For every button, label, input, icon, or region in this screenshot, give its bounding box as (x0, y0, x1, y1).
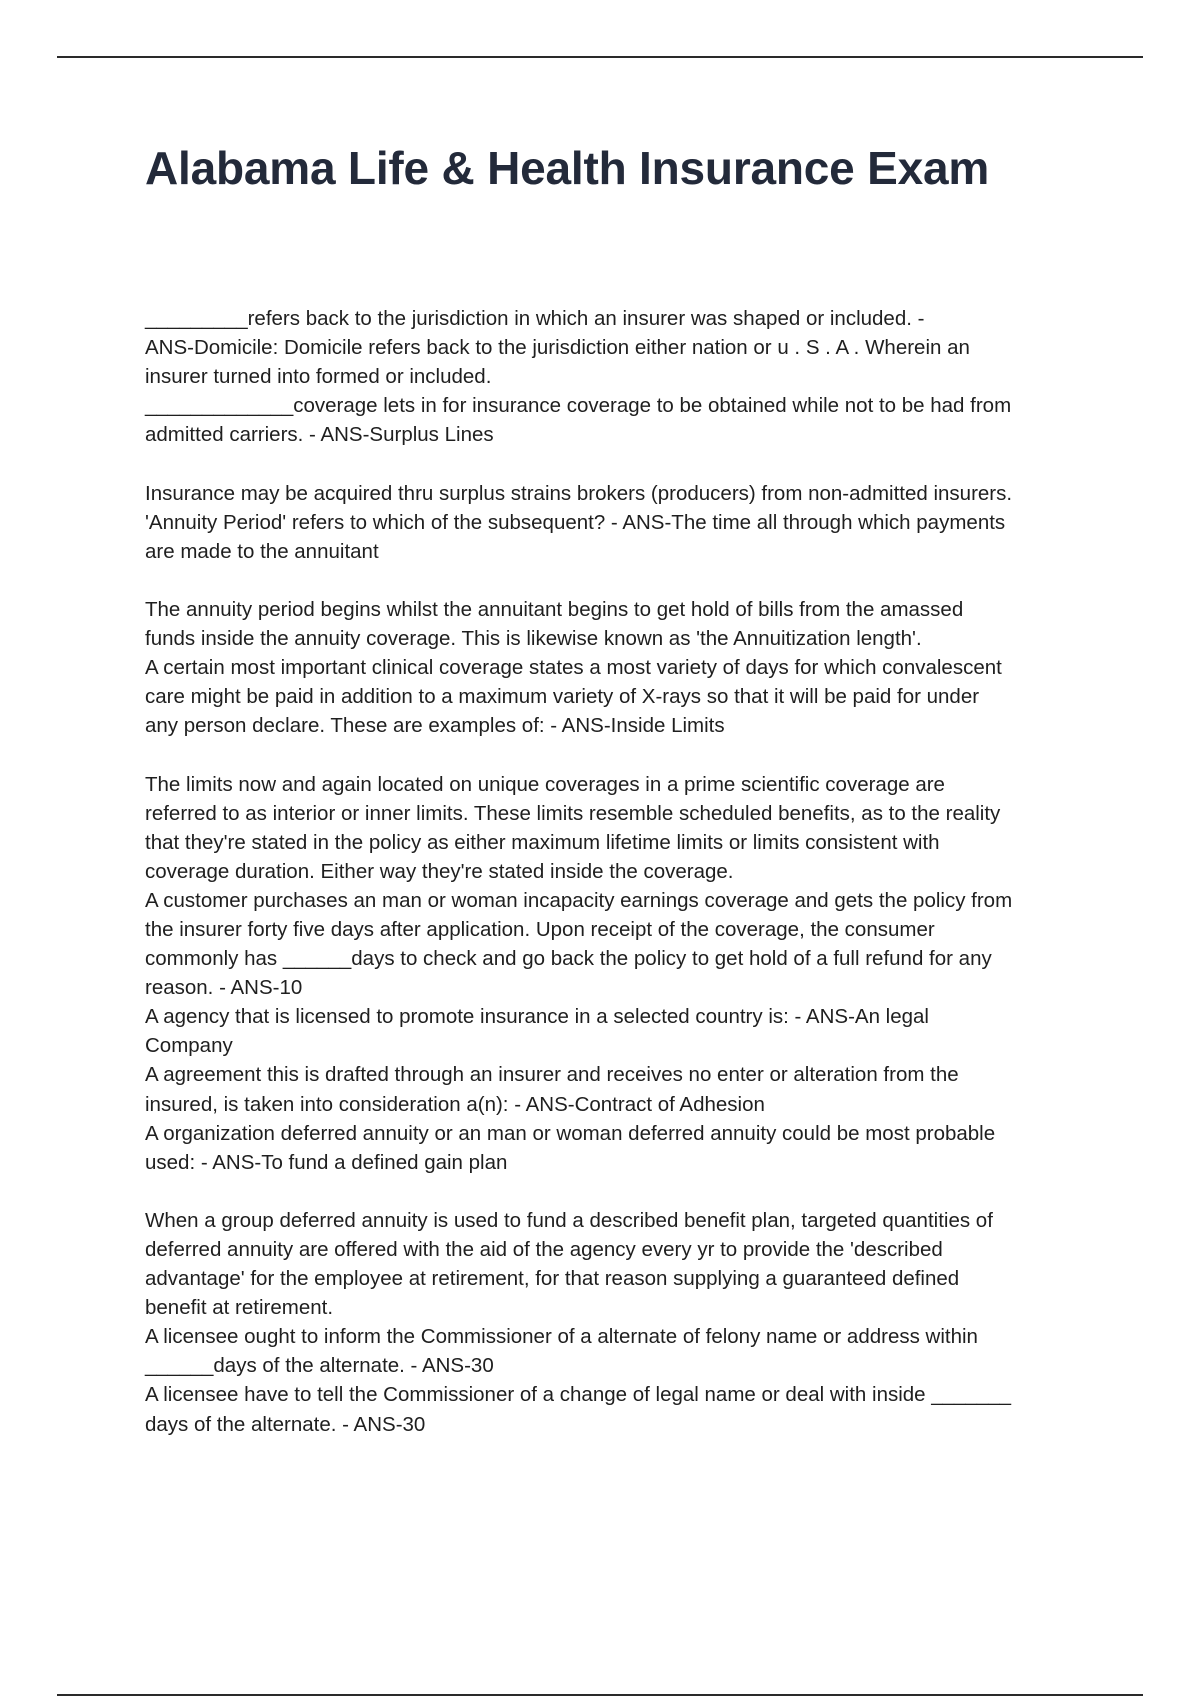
text-line: A licensee ought to inform the Commissioner of a alternate of felony name or address within (145, 1325, 978, 1349)
paragraph-gap (145, 740, 1095, 769)
paragraph-gap (145, 566, 1095, 595)
text-line: A certain most important clinical coverage states a most variety of days for which convalescent (145, 656, 1002, 680)
text-line: _____________coverage lets in for insurance coverage to be obtained while not to be had from (145, 394, 1012, 418)
text-line: A agreement this is drafted through an insurer and receives no enter or alteration from the (145, 1063, 959, 1087)
paragraph (145, 770, 1095, 1177)
text-line: The annuity period begins whilst the annuitant begins to get hold of bills from the amassed (145, 597, 964, 621)
text-line: any person declare. These are examples of: - ANS-Inside Limits (145, 714, 725, 738)
text-line: _________refers back to the jurisdiction in which an insurer was shaped or included. - (145, 307, 925, 330)
text-line: ANS-Domicile: Domicile refers back to the jurisdiction either nation or u . S . A . Wherein an (145, 336, 970, 360)
text-line: admitted carriers. - ANS-Surplus Lines (145, 423, 494, 447)
paragraph (145, 595, 1095, 740)
text-line: the insurer forty five days after application. Upon receipt of the coverage, the consumer (145, 917, 935, 941)
text-line: The limits now and again located on unique coverages in a prime scientific coverage are (145, 772, 945, 796)
text-line: A licensee have to tell the Commissioner of a change of legal name or deal with inside _______ (145, 1383, 1012, 1407)
text-line: 'Annuity Period' refers to which of the subsequent? - ANS-The time all through which payments (145, 510, 1006, 534)
text-line: insured, is taken into consideration a(n): - ANS-Contract of Adhesion (145, 1092, 765, 1116)
text-line: Company (145, 1034, 233, 1058)
text-line: A customer purchases an man or woman incapacity earnings coverage and gets the policy from (145, 888, 1013, 912)
paragraph-gap (145, 449, 1095, 478)
text-line: ______days of the alternate. - ANS-30 (145, 1354, 494, 1378)
paragraph (145, 1206, 1095, 1439)
text-line: are made to the annuitant (145, 539, 379, 563)
text-line: deferred annuity are offered with the aid of the agency every yr to provide the 'described (145, 1238, 943, 1261)
document-body (145, 304, 1095, 1439)
text-line: insurer turned into formed or included. (145, 365, 492, 389)
text-line: A organization deferred annuity or an man or woman deferred annuity could be most probable (145, 1121, 996, 1145)
paragraph-gap (145, 1177, 1095, 1206)
text-line: benefit at retirement. (145, 1296, 334, 1320)
text-line: advantage' for the employee at retirement, for that reason supplying a guaranteed defined (145, 1267, 960, 1291)
text-line: A agency that is licensed to promote insurance in a selected country is: - ANS-An legal (145, 1005, 929, 1029)
text-line: used: - ANS-To fund a defined gain plan (145, 1150, 508, 1174)
top-rule (57, 56, 1143, 58)
text-line: When a group deferred annuity is used to fund a described benefit plan, targeted quantities of (145, 1208, 993, 1232)
bottom-rule (57, 1694, 1143, 1696)
page-title: Alabama Life & Health Insurance Exam (145, 142, 990, 194)
text-line: Insurance may be acquired thru surplus strains brokers (producers) from non-admitted insurers. (145, 481, 1013, 505)
text-line: that they're stated in the policy as either maximum lifetime limits or limits consistent with (145, 830, 940, 854)
text-line: referred to as interior or inner limits. These limits resemble scheduled benefits, as to the reality (145, 801, 1001, 825)
paragraph (145, 479, 1095, 566)
text-line: coverage duration. Either way they're stated inside the coverage. (145, 859, 734, 883)
text-line: funds inside the annuity coverage. This is likewise known as 'the Annuitization length'. (145, 627, 922, 651)
text-line: days of the alternate. - ANS-30 (145, 1412, 426, 1436)
text-line: reason. - ANS-10 (145, 976, 303, 1000)
text-line: care might be paid in addition to a maximum variety of X-rays so that it will be paid for under (145, 685, 980, 709)
paragraph (145, 304, 1095, 449)
text-line: commonly has ______days to check and go back the policy to get hold of a full refund for any (145, 947, 992, 971)
